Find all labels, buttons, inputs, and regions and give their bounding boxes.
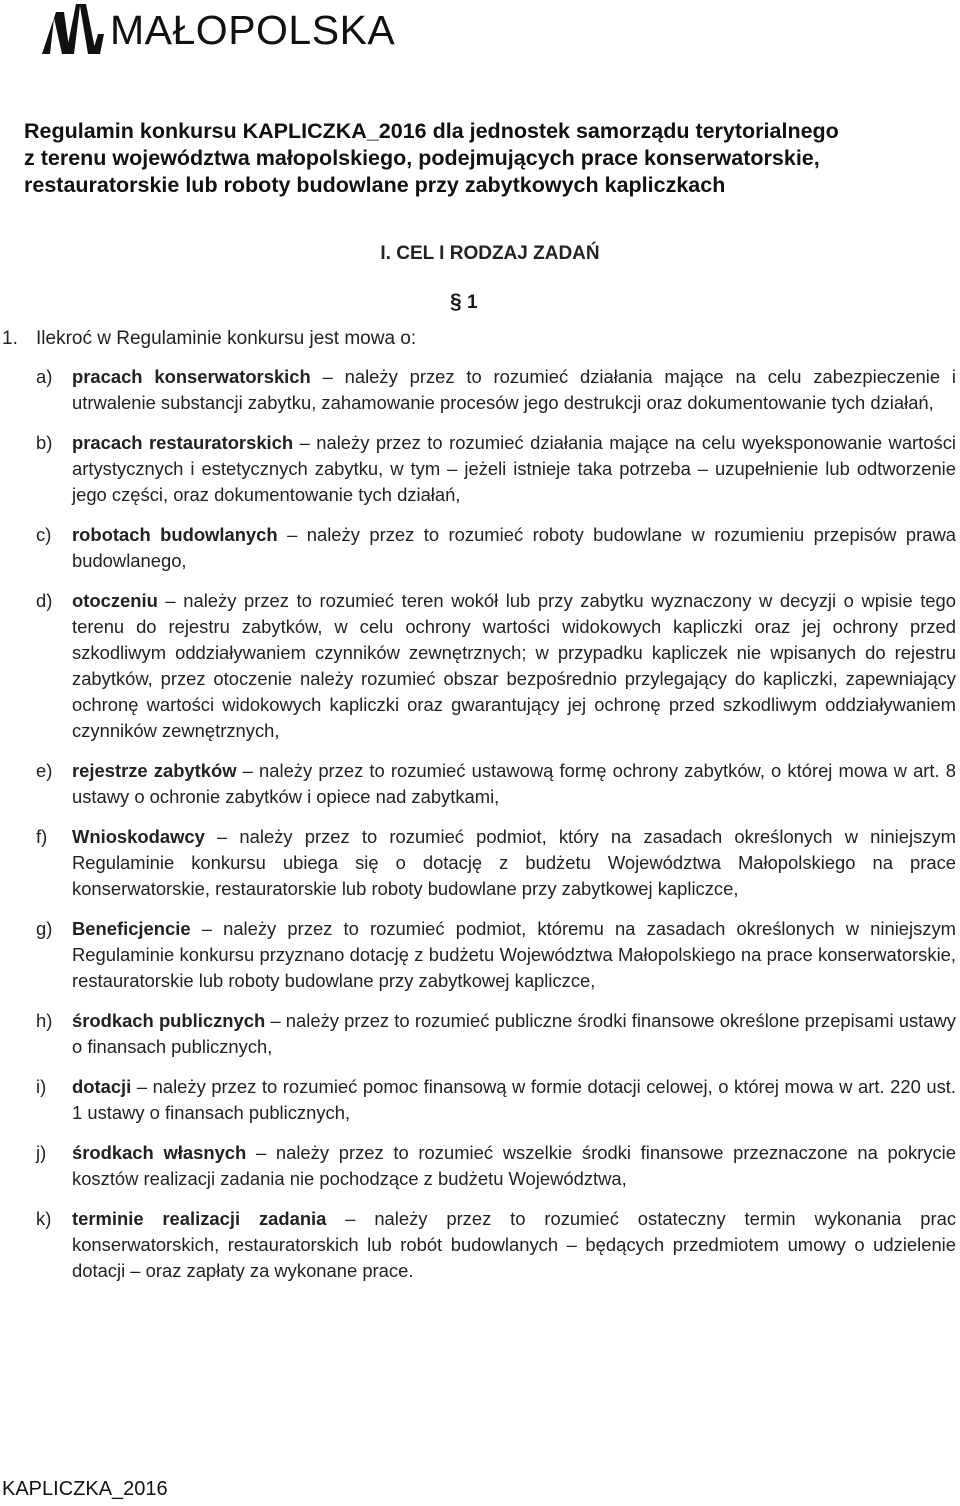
definitions-list — [36, 364, 956, 1298]
definition-term: rejestrze zabytków — [72, 760, 237, 781]
definition-text: – należy przez to rozumieć publiczne środki finansowe określone przepisami ustawy o finansach publicznych, — [72, 1010, 956, 1057]
definition-text: – należy przez to rozumieć podmiot, któremu na zasadach określonych w niniejszym Regulaminie konkursu przyznano dotację z budżetu Województwa Małopolskiego na prace konserwatorskie, restauratorskie lub roboty budowlane przy zabytkowej kapliczce, — [72, 918, 956, 991]
definition-term: środkach publicznych — [72, 1010, 266, 1031]
definition-item — [36, 588, 956, 744]
definition-body — [72, 430, 956, 508]
definition-label: e) — [36, 760, 53, 781]
definition-body — [72, 916, 956, 994]
definition-item — [36, 824, 956, 902]
definition-item — [36, 1008, 956, 1060]
definition-label: i) — [36, 1076, 47, 1097]
definition-label: g) — [36, 918, 53, 939]
definition-item — [36, 364, 956, 416]
paragraph-number: 1 — [466, 292, 478, 313]
definition-item — [36, 916, 956, 994]
definition-body — [72, 1074, 956, 1126]
definition-label: j) — [36, 1142, 47, 1163]
definition-term: środkach własnych — [72, 1142, 247, 1163]
definition-term: pracach konserwatorskich — [72, 366, 311, 387]
definition-text: – należy przez to rozumieć roboty budowlane w rozumieniu przepisów prawa budowlanego, — [72, 524, 956, 571]
title-line: z terenu województwa małopolskiego, podejmujących prace konserwatorskie, — [24, 146, 820, 170]
malopolska-emblem-icon — [40, 4, 106, 56]
paragraph-heading — [450, 290, 478, 314]
definition-text: – należy przez to rozumieć ustawową formę ochrony zabytków, o której mowa w art. 8 ustawy o ochronie zabytków i opiece nad zabytkami, — [72, 760, 957, 807]
definition-text: – należy przez to rozumieć teren wokół lub przy zabytku wyznaczony w decyzji o wpisie tego terenu do rejestru zabytków, w celu ochrony wartości widokowych kapliczki oraz jej ochrony przed szkodliwym oddziaływaniem czynników zewnętrznych; w przypadku kapliczek nie wpisanych do rejestru zabytków, przez otoczenie należy rozumieć obszar bezpośrednio przylegający do kapliczki, zapewniający ochronę wartości widokowych kapliczki oraz gwarantujący jej ochronę przed szkodliwym oddziaływaniem czynników zewnętrznych, — [72, 590, 956, 741]
definition-term: terminie realizacji zadania — [72, 1208, 327, 1229]
definition-text: – należy przez to rozumieć pomoc finansową w formie dotacji celowej, o której mowa w art. 220 ust. 1 ustawy o finansach publicznych, — [72, 1076, 956, 1123]
definition-text: – należy przez to rozumieć ostateczny termin wykonania prac konserwatorskich, restauratorskich lub robót budowlanych – będących przedmiotem umowy o udzielenie dotacji – oraz zapłaty za wykonane prace. — [72, 1208, 957, 1281]
definition-text: – należy przez to rozumieć działania mające na celu wyeksponowanie wartości artystycznych i estetycznych zabytku, w tym – jeżeli istnieje taka potrzeba – uzupełnienie lub odtworzenie jego części, oraz dokumentowanie tych działań, — [72, 432, 956, 505]
definition-text: – należy przez to rozumieć działania mające na celu zabezpieczenie i utrwalenie substancji zabytku, zahamowanie procesów jego destrukcji oraz dokumentowanie tych działań, — [72, 366, 956, 413]
definition-text: – należy przez to rozumieć podmiot, który na zasadach określonych w niniejszym Regulaminie konkursu ubiega się o dotację z budżetu Województwa Małopolskiego na prace konserwatorskie, restauratorskie lub roboty budowlane przy zabytkowej kapliczce, — [72, 826, 956, 899]
title-line: Regulamin konkursu KAPLICZKA_2016 dla jednostek samorządu terytorialnego — [24, 119, 839, 143]
definition-label: f) — [36, 826, 48, 847]
clause-text: Ilekroć w Regulaminie konkursu jest mowa o: — [36, 328, 417, 349]
document-title — [24, 118, 944, 199]
definition-body — [72, 1140, 956, 1192]
definition-body — [72, 364, 956, 416]
definition-item — [36, 1140, 956, 1192]
definition-body — [72, 1008, 956, 1060]
section-sign: § — [450, 290, 462, 313]
definition-term: Beneficjencie — [72, 918, 191, 939]
definition-body — [72, 758, 956, 810]
definition-label: b) — [36, 432, 53, 453]
definition-term: otoczeniu — [72, 590, 158, 611]
definition-label: d) — [36, 590, 53, 611]
definition-term: robotach budowlanych — [72, 524, 278, 545]
definition-label: h) — [36, 1010, 53, 1031]
definition-body — [72, 588, 956, 744]
definition-term: Wnioskodawcy — [72, 826, 205, 847]
definition-text: – należy przez to rozumieć wszelkie środki finansowe przeznaczone na pokrycie kosztów realizacji zadania nie pochodzące z budżetu Województwa, — [72, 1142, 956, 1189]
definition-item — [36, 430, 956, 508]
malopolska-logo — [40, 4, 395, 56]
logo-wordmark: MAŁOPOLSKA — [110, 7, 396, 53]
definition-label: a) — [36, 366, 53, 387]
intro-clause — [2, 328, 416, 350]
definition-body — [72, 1206, 956, 1284]
chapter-heading — [0, 243, 960, 265]
definition-label: c) — [36, 524, 52, 545]
definition-body — [72, 522, 956, 574]
title-line: restauratorskie lub roboty budowlane przy zabytkowych kapliczkach — [24, 173, 726, 197]
definition-item — [36, 1206, 956, 1284]
clause-number: 1. — [2, 328, 18, 349]
definition-item — [36, 758, 956, 810]
definition-label: k) — [36, 1208, 52, 1229]
page-footer: KAPLICZKA_2016 — [2, 1478, 168, 1500]
chapter-heading-text: I. CEL I RODZAJ ZADAŃ — [380, 243, 600, 264]
definition-term: pracach restauratorskich — [72, 432, 294, 453]
definition-item — [36, 522, 956, 574]
definition-body — [72, 824, 956, 902]
definition-item — [36, 1074, 956, 1126]
definition-term: dotacji — [72, 1076, 132, 1097]
